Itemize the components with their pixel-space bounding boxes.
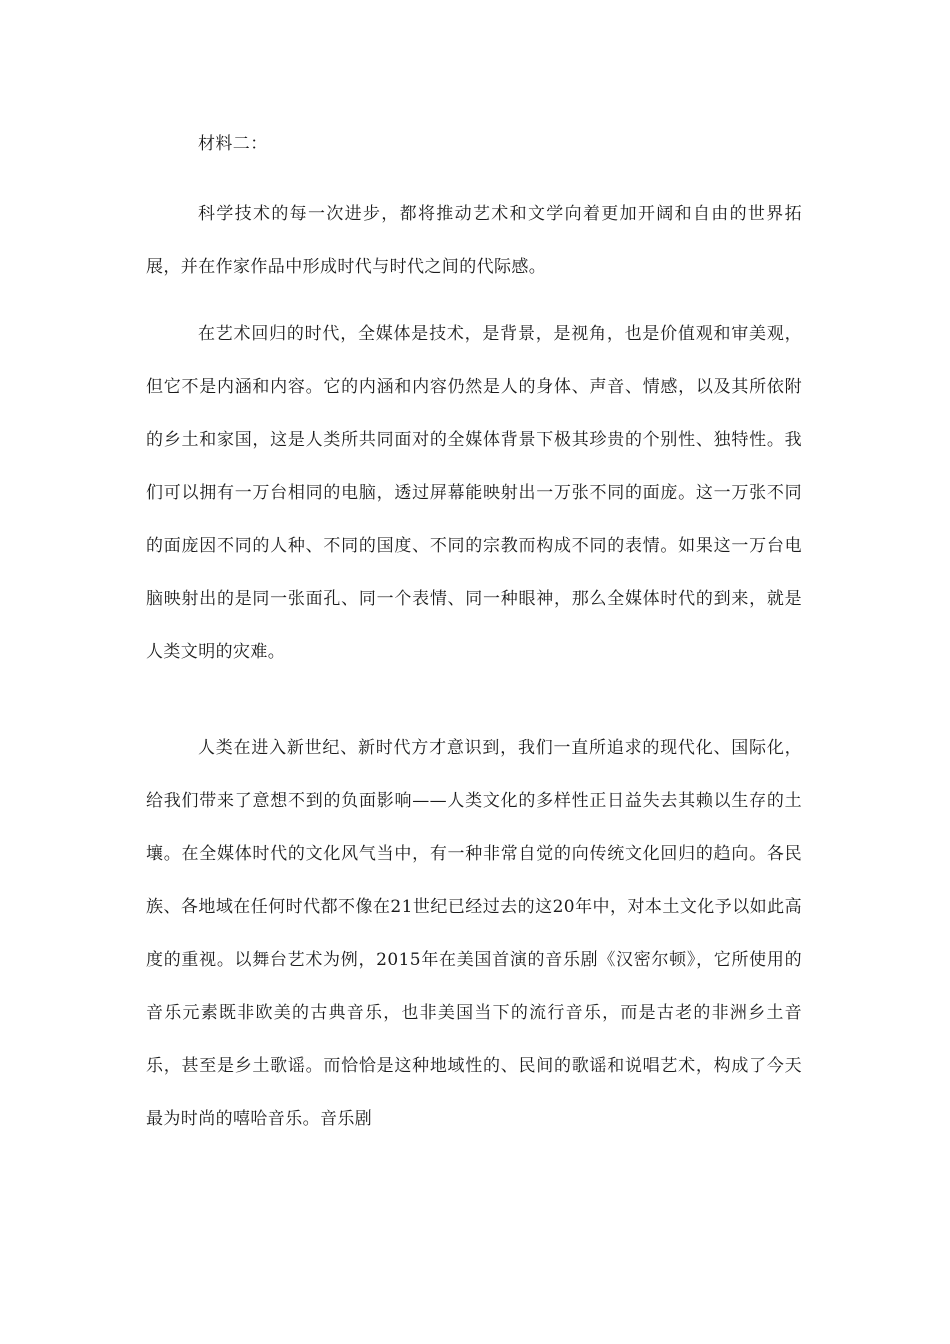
paragraph-text: 在艺术回归的时代，全媒体是技术，是背景，是视角，也是价值观和审美观，但它不是内涵和内容。它的内涵和内容仍然是人的身体、声音、情感，以及其所依附的乡土和家国，这是人类所共同面对的全媒体背景下极其珍贵的个别性、独特性。我们可以拥有一万台相同的电脑，透过屏幕能映射出一万张不同的面庞。这一万张不同的面庞因不同的人种、不同的国度、不同的宗教而构成不同的表情。如果这一万台电脑映射出的是同一张面孔、同一个表情、同一种眼神，那么全媒体时代的到来，就是人类文明的灾难。 — [146, 324, 802, 662]
paragraph-text: 科学技术的每一次进步，都将推动艺术和文学向着更加开阔和自由的世界拓展，并在作家作品中形成时代与时代之间的代际感。 — [146, 204, 802, 277]
paragraph-2 — [146, 308, 802, 679]
section-heading: 材料二： — [198, 134, 268, 154]
paragraph-text: 人类在进入新世纪、新时代方才意识到，我们一直所追求的现代化、国际化，给我们带来了意想不到的负面影响——人类文化的多样性正日益失去其赖以生存的土壤。在全媒体时代的文化风气当中，有一种非常自觉的向传统文化回归的趋向。各民族、各地域在任何时代都不像在21世纪已经过去的这20年中，对本土文化予以如此高度的重视。以舞台艺术为例，2015年在美国首演的音乐剧《汉密尔顿》，它所使用的音乐元素既非欧美的古典音乐，也非美国当下的流行音乐，而是古老的非洲乡土音乐，甚至是乡土歌谣。而恰恰是这种地域性的、民间的歌谣和说唱艺术，构成了今天最为时尚的嘻哈音乐。音乐剧 — [146, 738, 802, 1129]
paragraph-1 — [146, 188, 802, 294]
paragraph-3 — [146, 722, 802, 1146]
